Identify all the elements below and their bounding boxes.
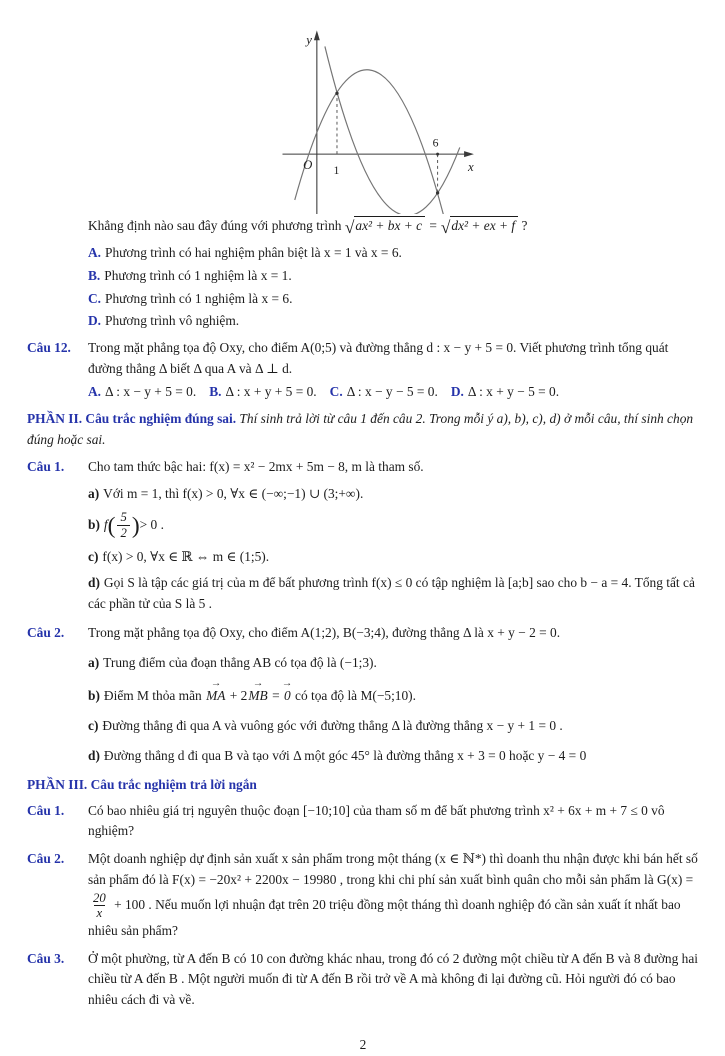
q12-option-a xyxy=(88,382,196,403)
part2-q2-item-b xyxy=(88,684,699,707)
question-number: Câu 2. xyxy=(27,625,65,640)
question-number: Câu 2. xyxy=(27,851,65,867)
item-text: Trung điểm của đoạn thẳng AB có tọa độ là (−1;3). xyxy=(103,654,377,670)
q11-option-c xyxy=(88,289,699,310)
option-text: Phương trình vô nghiệm. xyxy=(105,313,240,329)
item-letter: d) xyxy=(88,575,100,591)
item-text: Gọi S là tập các giá trị của m để bất phương trình f(x) ≤ 0 có tập nghiệm là [a;b] sao cho b − a = 4. Tổng tất cả các phần tử của S là 5 . xyxy=(88,575,695,612)
question-number: Câu 3. xyxy=(27,950,65,966)
vector-MB: → MB xyxy=(247,686,268,707)
item-text: Đường thẳng đi qua A và vuông góc với đường thẳng Δ là đường thẳng x − y + 1 = 0 . xyxy=(102,718,563,734)
radical-expression-1 xyxy=(344,217,425,237)
option-text: Δ : x + y + 5 = 0. xyxy=(225,383,317,399)
q11-option-b xyxy=(88,266,699,287)
part2-heading-title: PHẦN II. Câu trắc nghiệm đúng sai. xyxy=(27,411,237,427)
option-text: Δ : x − y − 5 = 0. xyxy=(346,383,438,399)
exam-page-content xyxy=(0,214,725,1056)
item-text: = xyxy=(268,687,283,703)
q12-option-c xyxy=(330,382,438,403)
radicand-2: dx² + ex + f xyxy=(450,216,518,233)
item-letter: a) xyxy=(88,654,100,670)
fraction-numerator: 5 xyxy=(120,510,127,525)
question-number: Câu 12. xyxy=(27,340,71,356)
part3-question-1 xyxy=(27,801,699,843)
radical-icon: √ xyxy=(440,217,451,237)
option-text: Δ : x − y + 5 = 0. xyxy=(105,383,197,399)
parabolas-figure xyxy=(0,0,725,214)
item-letter: d) xyxy=(88,748,100,764)
part2-q1-stem: Cho tam thức bậc hai: f(x) = x² − 2mx + 5m − 8, m là tham số. xyxy=(88,458,424,474)
item-text: có tọa độ là M(−5;10). xyxy=(291,687,416,703)
option-text: Phương trình có hai nghiệm phân biệt là x = 1 và x = 6. xyxy=(105,245,402,260)
part2-q2-item-a xyxy=(88,653,699,674)
upward-parabola-curve xyxy=(325,46,460,214)
q11-option-d xyxy=(88,311,699,332)
item-text: Điểm M thỏa mãn xyxy=(103,687,206,703)
axis-tick-x6 xyxy=(436,153,439,156)
fraction-5-2 xyxy=(115,510,131,540)
option-letter: B. xyxy=(209,383,222,399)
item-letter: c) xyxy=(88,548,99,564)
part3-question-2 xyxy=(27,849,699,942)
option-letter: A. xyxy=(88,245,102,260)
y-axis-label: y xyxy=(306,33,312,48)
q11-stem xyxy=(88,214,699,241)
part3-q2-stem xyxy=(88,849,699,942)
intersection-point-x1 xyxy=(335,92,338,95)
option-text: Phương trình có 1 nghiệm là x = 1. xyxy=(104,267,292,283)
option-text: Phương trình có 1 nghiệm là x = 6. xyxy=(105,290,293,306)
item-text: Đường thẳng d đi qua B và tạo với Δ một góc 45° là đường thẳng x + 3 = 0 hoặc y − 4 = 0 xyxy=(103,748,587,764)
parabolas-graph xyxy=(0,0,725,214)
x-axis-arrow-icon xyxy=(464,151,474,157)
option-letter: C. xyxy=(329,383,343,399)
radicand-1: ax² + bx + c xyxy=(354,216,425,233)
option-text: Δ : x + y − 5 = 0. xyxy=(467,383,560,399)
part3-q3-stem: Ở một phường, từ A đến B có 10 con đường khác nhau, trong đó có 2 đường một chiều từ A đến B và 8 đường hai chiều từ A đến B . Một người muốn đi từ A đến B rồi trở về A mà không đi lại đường cũ. Hỏi người đó có bao nhiêu cách đi và về. xyxy=(88,950,699,1008)
q11-option-a xyxy=(88,243,699,264)
item-letter: a) xyxy=(88,485,100,501)
part2-q1-item-d xyxy=(88,573,699,615)
part3-heading: PHẦN III. Câu trắc nghiệm trả lời ngắn xyxy=(27,776,257,792)
item-text: Với m = 1, thì f(x) > 0, ∀x ∈ (−∞;−1) ∪ (3;+∞). xyxy=(103,485,364,501)
option-letter: B. xyxy=(88,267,101,283)
item-letter: c) xyxy=(88,718,99,734)
question-12 xyxy=(27,338,699,402)
q12-options xyxy=(88,382,699,403)
fraction-numerator: 20 xyxy=(93,890,106,905)
item-text: f(x) > 0, ∀x ∈ ℝ ⇔ m ∈ (1;5). xyxy=(102,548,270,564)
option-letter: D. xyxy=(450,383,464,399)
intersection-point-x6 xyxy=(436,191,439,194)
fraction-20-x xyxy=(88,891,111,921)
part2-heading xyxy=(27,409,699,451)
part2-question-2 xyxy=(27,623,699,644)
part3-q1-stem: Có bao nhiêu giá trị nguyên thuộc đoạn [−10;10] của tham số m để bất phương trình x² + 6x + m + 7 ≤ 0 vô nghiệm? xyxy=(88,802,665,839)
part2-q1-item-c xyxy=(88,547,699,568)
part2-q2-item-c xyxy=(88,716,699,737)
part2-q1-item-a xyxy=(88,484,699,505)
radical-expression-2 xyxy=(440,217,518,237)
part2-q1-item-b: b) f ( $\frac{5}{2}$ ) > 0 . xyxy=(88,510,164,541)
option-letter: C. xyxy=(88,290,102,306)
item-letter: b) xyxy=(88,517,100,533)
part2-question-1 xyxy=(27,457,699,478)
equals-sign: = xyxy=(425,218,441,233)
item-text: + 2 xyxy=(226,687,248,703)
part2-heading-note: Thí sinh trả lời từ câu 1 đến câu 2. Trong mỗi ý a), b), c), d) ở mỗi câu, thí sinh chọn đúng hoặc sai. xyxy=(27,411,694,448)
q11-stem-pre: Khẳng định nào sau đây đúng với phương trình xyxy=(88,218,345,233)
q12-option-d xyxy=(451,382,559,403)
vector-zero: → 0 xyxy=(283,686,292,707)
stem-text: Một doanh nghiệp dự định sản xuất x sản phẩm trong một tháng (x ∈ ℕ*) thì doanh thu nhận được khi bán hết số sản phẩm đó là F(x) = −20x² + 2200x − 19980 , trong khi chi phí sản xuất bình quân cho mỗi sản phẩm là G(x) = xyxy=(88,851,698,887)
part2-q2-stem: Trong mặt phẳng tọa độ Oxy, cho điểm A(1;2), B(−3;4), đường thẳng Δ là x + y − 2 = 0. xyxy=(88,625,561,640)
item-letter: b) xyxy=(88,687,100,703)
page-number: 2 xyxy=(359,1037,367,1052)
q11-stem-post: ? xyxy=(518,218,528,233)
option-letter: A. xyxy=(88,383,102,399)
vector-MA: → MA xyxy=(205,686,226,707)
y-axis-arrow-icon xyxy=(314,30,320,40)
question-number: Câu 1. xyxy=(27,802,65,818)
x-axis-label: x xyxy=(468,159,474,174)
fraction-denominator: x xyxy=(94,905,106,921)
origin-label: O xyxy=(303,157,313,172)
tick-label-6: 6 xyxy=(432,136,439,150)
q12-option-b xyxy=(209,382,316,403)
radical-icon: √ xyxy=(344,217,355,237)
q12-stem: Trong mặt phẳng tọa độ Oxy, cho điểm A(0;5) và đường thẳng d : x − y + 5 = 0. Viết phương trình tổng quát đường thẳng Δ biết Δ qua A và Δ ⊥ d. xyxy=(88,340,669,376)
tick-label-1: 1 xyxy=(333,163,340,177)
option-letter: D. xyxy=(88,313,102,329)
part2-q2-item-d xyxy=(88,746,699,767)
fraction-denominator: 2 xyxy=(117,525,129,541)
question-number: Câu 1. xyxy=(27,458,65,474)
stem-text: + 100 . Nếu muốn lợi nhuận đạt trên 20 triệu đồng một tháng thì doanh nghiệp đó cần sản xuất ít nhất bao nhiêu sản phẩm? xyxy=(88,896,681,938)
item-text: > 0 . xyxy=(139,517,164,533)
part3-question-3 xyxy=(27,949,699,1011)
function-symbol: f xyxy=(103,517,108,533)
